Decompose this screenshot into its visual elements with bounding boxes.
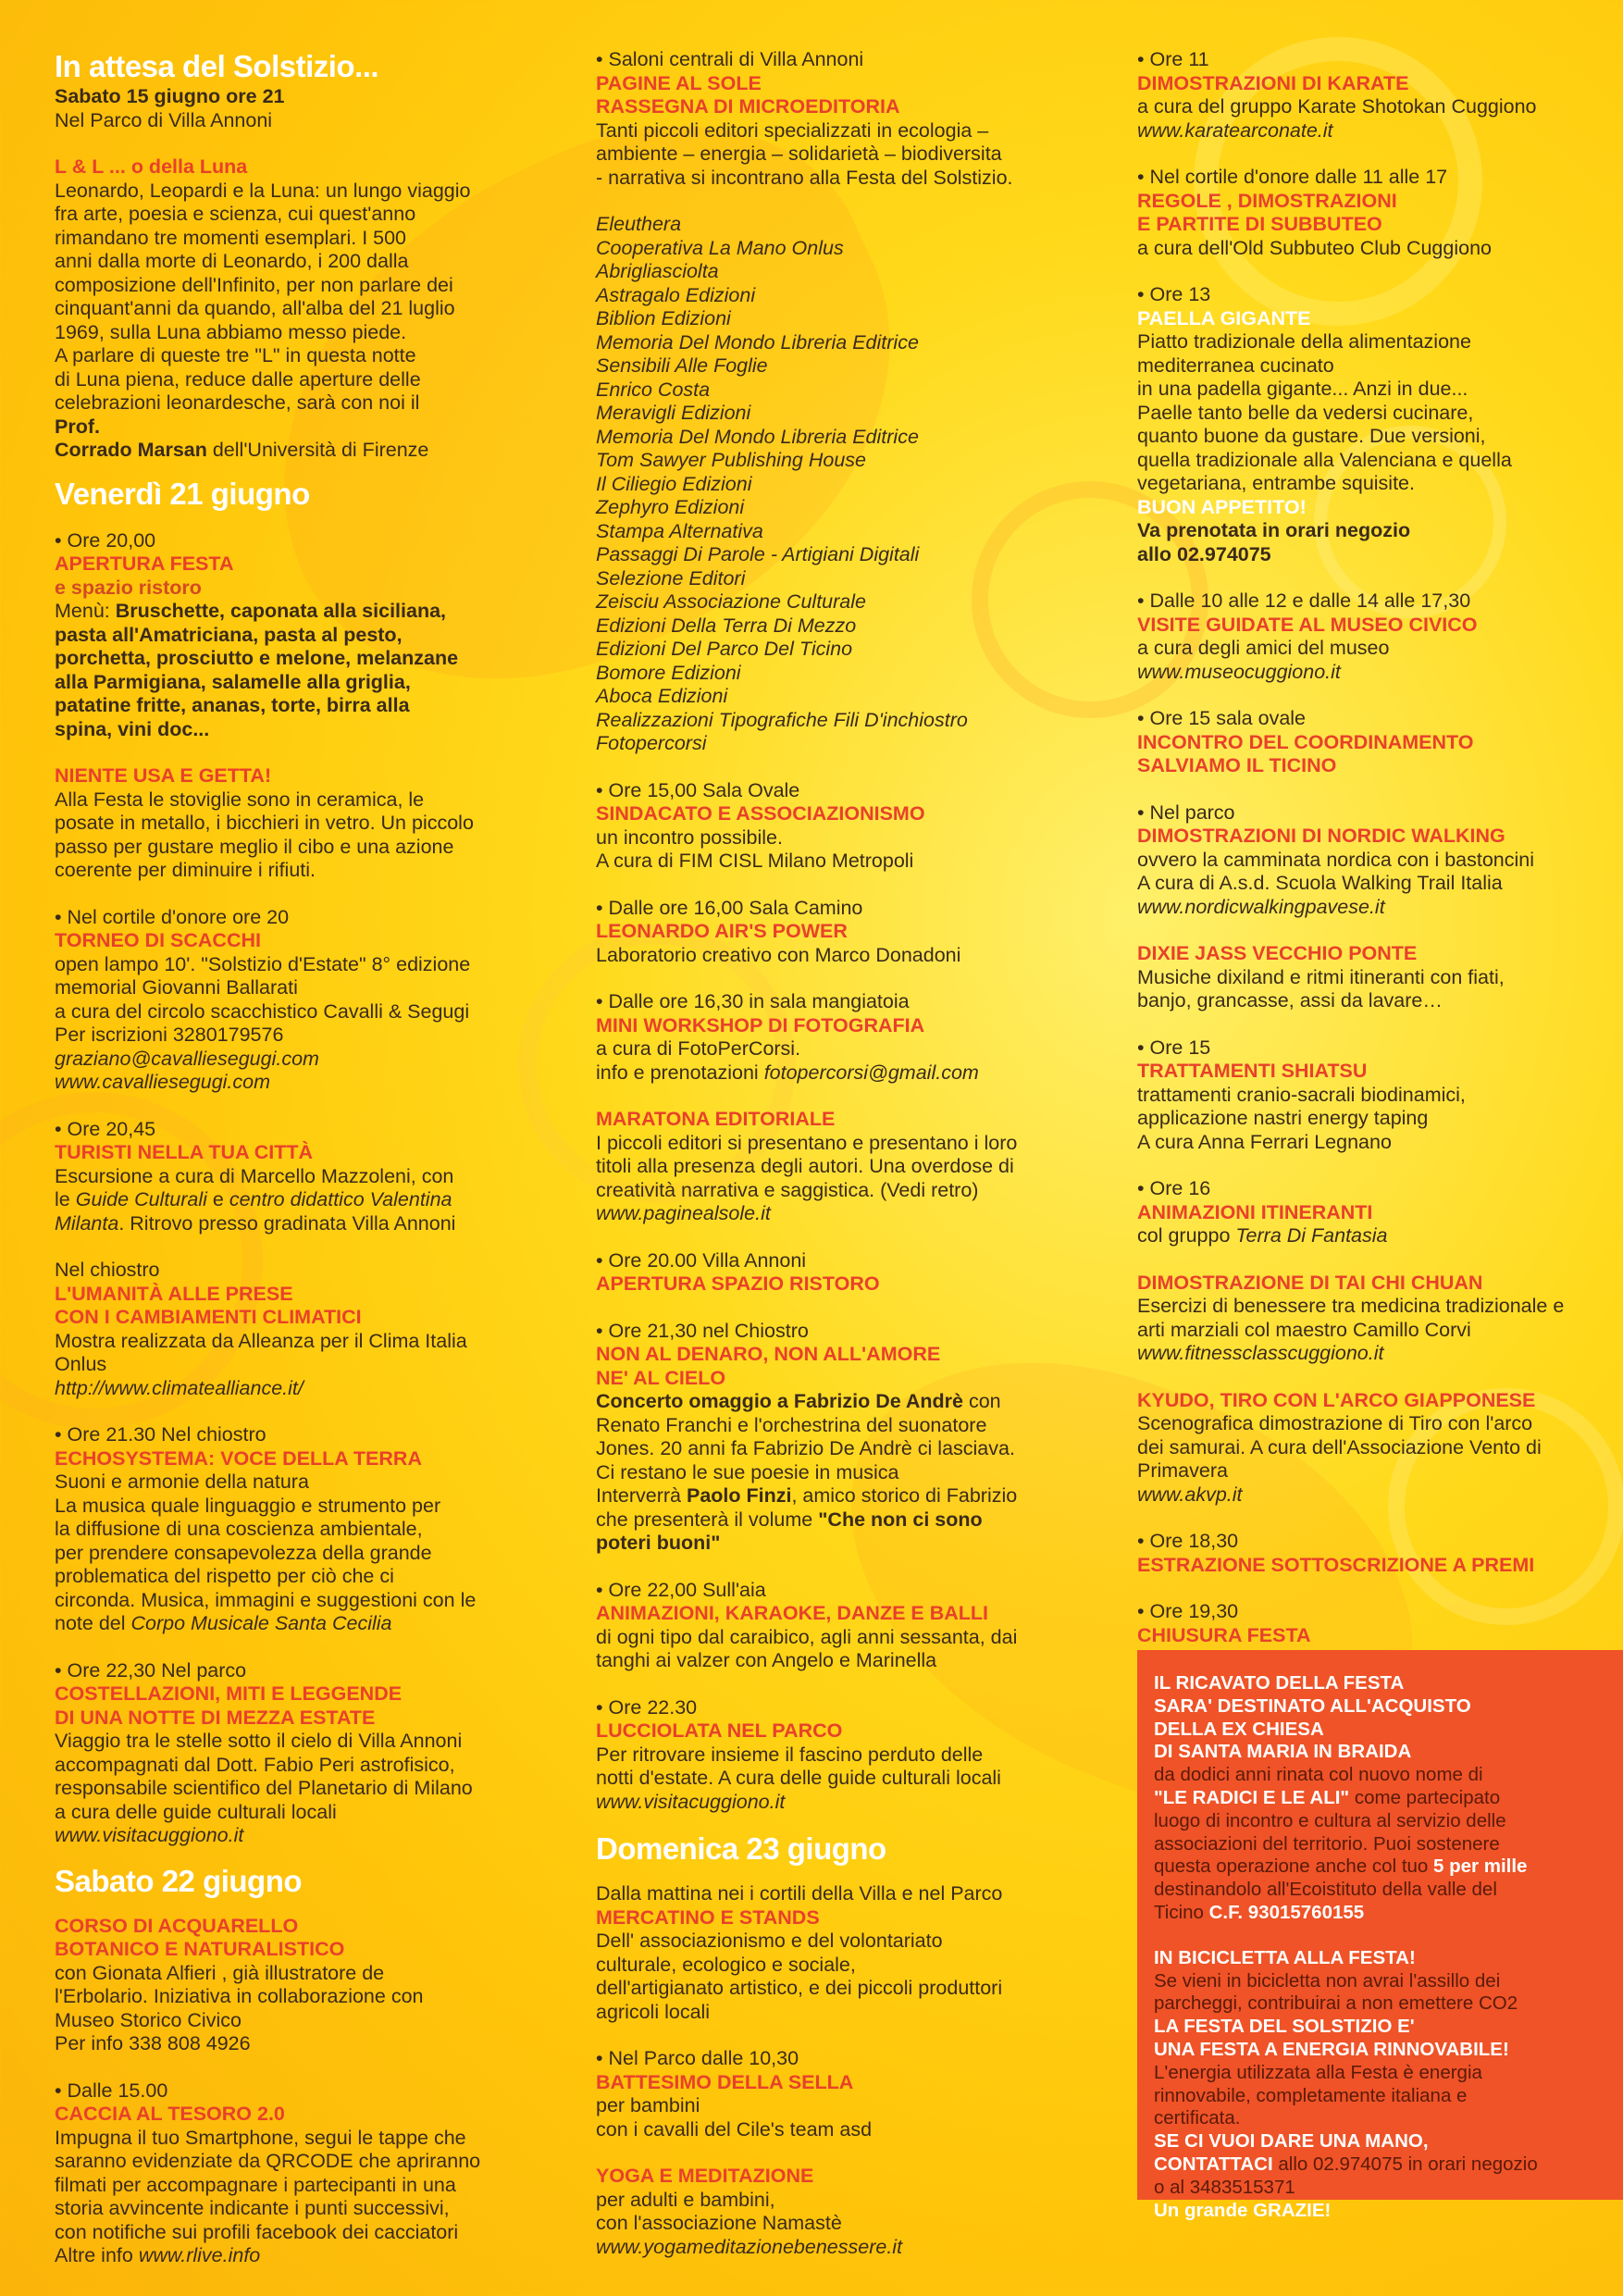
text-line: associazioni del territorio. Puoi sostenere [1154, 1832, 1500, 1855]
text-line: responsabile scientifico del Planetario di Milano [55, 1777, 473, 1799]
event-title: BOTANICO E NATURALISTICO [55, 1938, 345, 1960]
event-place: Nel Parco di Villa Annoni [55, 108, 273, 131]
event-title: SINDACATO E ASSOCIAZIONISMO [596, 802, 925, 825]
event-title: DIMOSTRAZIONI DI KARATE [1137, 71, 1409, 94]
publisher-item: Abrigliasciolta [596, 260, 719, 282]
text-line: Piatto tradizionale della alimentazione [1137, 330, 1471, 353]
web-link[interactable]: http://www.climatealliance.it/ [55, 1376, 304, 1399]
event-text [55, 1471, 536, 1612]
time-label: • Dalle 15.00 [55, 2079, 168, 2102]
text-line: titoli alla presenza degli autori. Una overdose di [596, 1155, 1014, 1177]
text-line: per adulti e bambini, [596, 2188, 775, 2211]
event-text [1137, 1412, 1591, 1483]
text-line: banjo, grancasse, assi da lavare… [1137, 989, 1443, 1011]
event-title: NON AL DENARO, NON ALL'AMORE [596, 1343, 941, 1365]
text-line: agricoli locali [596, 2000, 711, 2023]
publisher-item: Tom Sawyer Publishing House [596, 449, 866, 471]
event-title: APERTURA FESTA [55, 552, 234, 575]
text-line: Primavera [1137, 1459, 1228, 1482]
text-line: certificata. [1154, 2107, 1241, 2129]
text-line: in una padella gigante... Anzi in due... [1137, 378, 1468, 400]
heading-sunday: Domenica 23 giugno [596, 1831, 886, 1866]
text-line: Dell' associazionismo e del volontariato [596, 1930, 943, 1952]
box-heading-line: UNA FESTA A ENERGIA RINNOVABILE! [1154, 2038, 1509, 2060]
text-line: a cura delle guide culturali locali [55, 1800, 337, 1823]
time-label: • Dalle ore 16,00 Sala Camino [596, 896, 863, 919]
text-line: A cura di A.s.d. Scuola Walking Trail Italia [1137, 872, 1503, 894]
event-text [55, 2127, 536, 2245]
text-line: composizione dell'Infinito, per non parlare dei [55, 273, 453, 296]
text-span: Corpo Musicale Santa Cecilia [130, 1612, 392, 1634]
web-link[interactable]: www.museocuggiono.it [1137, 660, 1341, 683]
event-title: MINI WORKSHOP DI FOTOGRAFIA [596, 1013, 925, 1036]
event-title: COSTELLAZIONI, MITI E LEGGENDE [55, 1682, 403, 1705]
publisher-list [596, 213, 1040, 756]
contact-phone: o al 3483515371 [1154, 2176, 1295, 2198]
heading-friday: Venerdì 21 giugno [55, 476, 310, 511]
text-line: con l'associazione Namastè [596, 2212, 842, 2234]
publisher-item: Aboca Edizioni [596, 685, 728, 707]
event-text [596, 1626, 1040, 1673]
text-span: Concerto omaggio a Fabrizio De Andrè [596, 1390, 963, 1412]
web-link[interactable]: www.karatearconate.it [1137, 118, 1333, 142]
booking-phone: allo 02.974075 [1137, 542, 1271, 565]
info-box [1137, 1650, 1623, 2221]
event-text [1137, 966, 1591, 1013]
text-line: vegetariana, entrambe squisite. [1137, 472, 1415, 494]
text-span: Terra Di Fantasia [1235, 1224, 1388, 1247]
event-text-luna [55, 180, 536, 416]
box-heading-line: IL RICAVATO DELLA FESTA [1154, 1672, 1405, 1694]
event-text [596, 1744, 1040, 1791]
booking-note: Va prenotata in orari negozio [1137, 519, 1411, 541]
text-line: saranno evidenziate da QRCODE che apriranno [55, 2150, 481, 2172]
text-span: Milanta [55, 1211, 119, 1235]
time-label: • Ore 20,45 [55, 1117, 156, 1140]
event-text [55, 1330, 536, 1377]
web-link[interactable]: www.fitnessclasscuggiono.it [1137, 1342, 1384, 1364]
event-text: Escursione a cura di Marcello Mazzoleni, con [55, 1164, 454, 1187]
text-line: Per info 338 808 4926 [55, 2032, 251, 2054]
text-line: accompagnati dal Dott. Fabio Peri astrofisico, [55, 1753, 455, 1776]
column-middle [596, 48, 1040, 2259]
text-line: Leonardo, Leopardi e la Luna: un lungo viaggio [55, 179, 471, 202]
event-title: INCONTRO DEL COORDINAMENTO [1137, 730, 1474, 753]
heading-solstice: In attesa del Solstizio... [55, 49, 379, 83]
text-span: "Che non ci sono [818, 1508, 983, 1531]
text-line: A cura di FIM CISL Milano Metropoli [596, 850, 914, 872]
box-text [1154, 1810, 1598, 1856]
text-line: dei samurai. A cura dell'Associazione Vento di [1137, 1435, 1542, 1458]
publisher-item: Stampa Alternativa [596, 519, 763, 542]
time-label: • Ore 15,00 Sala Ovale [596, 778, 800, 801]
web-link[interactable]: www.cavalliesegugi.com [55, 1071, 271, 1093]
event-text: a cura del gruppo Karate Shotokan Cuggiono [1137, 95, 1537, 118]
event-title: NIENTE USA E GETTA! [55, 764, 272, 787]
publisher-item: Fotopercorsi [596, 732, 707, 754]
publisher-item: Realizzazioni Tipografiche Fili D'inchiostro [596, 708, 968, 731]
event-title: ANIMAZIONI, KARAOKE, DANZE E BALLI [596, 1602, 989, 1624]
box-text: da dodici anni rinata col nuovo nome di [1154, 1764, 1483, 1786]
event-title: REGOLE , DIMOSTRAZIONI [1137, 189, 1397, 212]
email-link[interactable]: fotopercorsi@gmail.com [763, 1061, 979, 1084]
event-text [596, 2094, 1040, 2141]
event-title: MARATONA EDITORIALE [596, 1108, 836, 1130]
text-line: Per ritrovare insieme il fascino perduto delle [596, 1743, 984, 1766]
heading-saturday: Sabato 22 giugno [55, 1863, 303, 1898]
time-label: • Ore 11 [1137, 48, 1209, 70]
text-line: Museo Storico Civico [55, 2008, 242, 2031]
time-label: • Ore 15 [1137, 1036, 1211, 1059]
event-text [596, 1037, 1040, 1061]
text-line: Alla Festa le stoviglie sono in ceramica, le [55, 788, 425, 811]
box-text: come partecipato [1349, 1786, 1501, 1808]
web-link[interactable]: www.paginealsole.it [596, 1202, 771, 1224]
text-line: memorial Giovanni Ballarati [55, 976, 298, 999]
text-span: Guide Culturali [75, 1188, 207, 1210]
text-line: Laboratorio creativo con Marco Donadoni [596, 943, 961, 966]
speaker-name: Corrado Marsan [55, 439, 207, 461]
text-line: Suoni e armonie della natura [55, 1471, 309, 1493]
text-line: open lampo 10'. "Solstizio d'Estate" 8° edizione [55, 952, 471, 975]
text-line: Per iscrizioni 3280179576 [55, 1024, 284, 1046]
event-title: RASSEGNA DI MICROEDITORIA [596, 95, 900, 118]
publisher-item: Memoria Del Mondo Libreria Editrice [596, 330, 919, 354]
text-line: per prendere consapevolezza della grande [55, 1541, 432, 1564]
event-title: BATTESIMO DELLA SELLA [596, 2070, 854, 2093]
text-line: creatività narrativa e saggistica. (Vedi retro) [596, 1178, 979, 1201]
text-line: anni dalla morte di Leonardo, i 200 dalla [55, 250, 409, 272]
text-line: a cura del circolo scacchistico Cavalli & Segugi [55, 999, 470, 1023]
event-title: DIMOSTRAZIONI DI NORDIC WALKING [1137, 825, 1505, 847]
text-line: con i cavalli del Cile's team asd [596, 2117, 873, 2141]
time-label: • Ore 16 [1137, 1177, 1211, 1199]
text-line: I piccoli editori si presentano e presentano i loro [596, 1131, 1018, 1154]
publisher-item: Edizioni Della Terra Di Mezzo [596, 614, 857, 637]
text-line: A cura Anna Ferrari Legnano [1137, 1130, 1392, 1153]
text-line: fra arte, poesia e scienza, cui quest'anno [55, 203, 416, 225]
time-label: • Ore 20,00 [55, 528, 156, 552]
event-title: ECHOSYSTEMA: VOCE DELLA TERRA [55, 1446, 422, 1470]
time-label: • Nel cortile d'onore ore 20 [55, 905, 290, 928]
time-label: Nel chiostro [55, 1259, 160, 1281]
web-link[interactable]: www.visitacuggiono.it [55, 1824, 244, 1846]
menu-text [55, 624, 536, 742]
text-line: quanto buone da gustare. Due versioni, [1137, 425, 1486, 447]
event-subtitle: e spazio ristoro [55, 576, 202, 599]
speaker-affiliation: dell'Università di Firenze [206, 439, 429, 461]
text-line: Ci restano le sue poesie in musica [596, 1460, 899, 1483]
box-highlight: CONTATTACI [1154, 2153, 1273, 2175]
event-title: DI UNA NOTTE DI MEZZA ESTATE [55, 1706, 376, 1729]
event-title: CACCIA AL TESORO 2.0 [55, 2103, 285, 2125]
box-text [1154, 2062, 1598, 2130]
event-text [55, 1730, 536, 1824]
text-span: e [206, 1188, 229, 1210]
menu-line: patatine fritte, ananas, torte, birra alla [55, 694, 410, 716]
time-label: • Ore 18,30 [1137, 1530, 1239, 1552]
publisher-item: Zephyro Edizioni [596, 496, 745, 518]
publisher-item: Sensibili Alle Foglie [596, 354, 768, 377]
event-text: a cura degli amici del museo [1137, 637, 1390, 659]
event-title: VISITE GUIDATE AL MUSEO CIVICO [1137, 613, 1478, 636]
time-label: • Ore 22,00 Sull'aia [596, 1578, 766, 1601]
publisher-item: Memoria Del Mondo Libreria Editrice [596, 425, 919, 448]
time-label: • Nel Parco dalle 10,30 [596, 2047, 799, 2069]
text-line: posate in metallo, i bicchieri in vetro. Un piccolo [55, 812, 474, 834]
publisher-item: Bomore Edizioni [596, 661, 741, 684]
event-title: CHIUSURA FESTA [1137, 1623, 1311, 1646]
box-text: questa operazione anche col tuo [1154, 1855, 1434, 1878]
publisher-item: Astragalo Edizioni [596, 283, 756, 306]
box-heading-line: LA FESTA DEL SOLSTIZIO E' [1154, 2016, 1415, 2038]
event-title: TURISTI NELLA TUA CITTÀ [55, 1141, 314, 1163]
text-line: cinquant'anni da quando, all'alba del 21 luglio [55, 297, 455, 319]
event-text [596, 1414, 1040, 1485]
publisher-item: Cooperativa La Mano Onlus [596, 236, 844, 259]
time-label: • Ore 15 sala ovale [1137, 707, 1307, 729]
event-title: APERTURA SPAZIO RISTORO [596, 1272, 880, 1295]
text-line: storia avvincente indicante i punti successivi, [55, 2197, 450, 2219]
event-text [596, 119, 1040, 191]
event-title: CORSO DI ACQUARELLO [55, 1914, 299, 1937]
text-line: applicazione nastri energy taping [1137, 1107, 1429, 1129]
event-title: TORNEO DI SCACCHI [55, 929, 261, 951]
column-right [1137, 48, 1591, 1647]
text-line: celebrazioni leonardesche, sarà con noi il [55, 391, 420, 414]
text-line: parcheggi, contribuirai a non emettere CO2 [1154, 1992, 1518, 2015]
text-line: ambiente – energia – solidarietà – biodiversita [596, 143, 1002, 165]
event-title: NE' AL CIELO [596, 1366, 726, 1389]
text-line: mediterranea cucinato [1137, 354, 1334, 377]
box-highlight: 5 per mille [1433, 1855, 1528, 1878]
text-line: Jones. 20 anni fa Fabrizio De Andrè ci lasciava. [596, 1437, 1015, 1459]
text-line: filmati per accompagnare i partecipanti in una [55, 2173, 456, 2196]
text-line: 1969, sulla Luna abbiamo messo piede. [55, 320, 407, 343]
menu-line: spina, vini doc... [55, 717, 210, 740]
text-span: Paolo Finzi [686, 1484, 792, 1507]
web-link[interactable]: www.nordicwalkingpavese.it [1137, 895, 1385, 918]
event-title: PAGINE AL SOLE [596, 71, 762, 94]
box-heading-line: DELLA EX CHIESA [1154, 1718, 1324, 1740]
event-title-luna: L & L ... o della Luna [55, 155, 248, 178]
text-line: Musiche dixiland e ritmi itineranti con fiati, [1137, 965, 1505, 988]
text-line: Paelle tanto belle da vedersi cucinare, [1137, 401, 1474, 424]
event-highlight: BUON APPETITO! [1137, 495, 1307, 518]
box-text: Ticino [1154, 1901, 1209, 1923]
text-span: poteri buoni" [596, 1532, 721, 1554]
text-line: Se vieni in bicicletta non avrai l'assillo dei [1154, 1969, 1501, 1992]
column-left [55, 48, 536, 2268]
event-text [55, 953, 536, 1048]
menu-line: alla Parmigiana, salamelle alla griglia, [55, 670, 411, 693]
publisher-item: Edizioni Del Parco Del Ticino [596, 638, 853, 660]
event-text [55, 788, 536, 883]
email-link[interactable]: graziano@cavalliesegugi.com [55, 1047, 319, 1070]
box-heading [1154, 1672, 1598, 1764]
fiscal-code: C.F. 93015760155 [1208, 1901, 1365, 1923]
time-label: • Saloni centrali di Villa Annoni [596, 48, 864, 70]
event-title: DIXIE JASS VECCHIO PONTE [1137, 942, 1418, 964]
event-title: E PARTITE DI SUBBUTEO [1137, 213, 1382, 235]
time-label: Dalla mattina nei i cortili della Villa e nel Parco [596, 1882, 1003, 1905]
publisher-item: Il Ciliegio Edizioni [596, 472, 752, 495]
text-line: problematica del rispetto per ciò che ci [55, 1565, 394, 1587]
text-line: coerente per diminuire i rifiuti. [55, 859, 316, 881]
text-line: rimandano tre momenti esemplari. I 500 [55, 226, 407, 249]
time-label: • Ore 21,30 nel Chiostro [596, 1319, 809, 1342]
text-line: la diffusione di una coscienza ambientale, [55, 1518, 423, 1540]
menu-label: Menù: [55, 600, 116, 622]
event-text [1137, 330, 1591, 496]
time-label: • Ore 19,30 [1137, 1600, 1239, 1622]
text-line: con notifiche sui profili facebook dei cacciatori [55, 2220, 459, 2243]
text-line: quella tradizionale alla Valenciana e quella [1137, 448, 1512, 471]
text-span: centro didattico Valentina [229, 1188, 452, 1210]
time-label: • Ore 22.30 [596, 1695, 698, 1719]
box-heading: SE CI VUOI DARE UNA MANO, [1154, 2130, 1429, 2153]
time-label: • Dalle ore 16,30 in sala mangiatoia [596, 990, 910, 1012]
text-span: note del [55, 1612, 131, 1634]
time-label: • Ore 21.30 Nel chiostro [55, 1423, 266, 1446]
web-link[interactable]: www.yogameditazionebenessere.it [596, 2235, 903, 2258]
text-line: circonda. Musica, immagini e suggestioni con le [55, 1588, 477, 1611]
text-line: Viaggio tra le stelle sotto il cielo di Villa Annoni [55, 1730, 463, 1752]
prof-label: Prof. [55, 415, 100, 438]
event-title: SALVIAMO IL TICINO [1137, 754, 1337, 776]
text-line: L'energia utilizzata alla Festa è energia [1154, 2061, 1482, 2083]
menu-line: porchetta, prosciutto e melone, melanzane [55, 647, 459, 669]
publisher-item: Biblion Edizioni [596, 307, 731, 329]
web-link[interactable]: www.rlive.info [138, 2244, 261, 2266]
time-label: • Ore 20.00 Villa Annoni [596, 1248, 807, 1272]
text-line: culturale, ecologico e sociale, [596, 1953, 856, 1976]
event-title: KYUDO, TIRO CON L'ARCO GIAPPONESE [1137, 1388, 1536, 1411]
text-line: La musica quale linguaggio e strumento per [55, 1494, 441, 1517]
text-span: con [963, 1390, 1001, 1412]
text-line: luogo di incontro e cultura al servizio delle [1154, 1809, 1506, 1831]
text-line: Mostra realizzata da Alleanza per il Clima Italia [55, 1329, 467, 1352]
box-text [1154, 1970, 1598, 2017]
event-text [1137, 1295, 1591, 1342]
text-line: dell'artigianato artistico, e dei piccoli produttori [596, 1977, 1003, 1999]
event-title: YOGA E MEDITAZIONE [596, 2165, 814, 2187]
text-line: Esercizi di benessere tra medicina tradizionale e [1137, 1295, 1565, 1317]
text-line: di ogni tipo dal caraibico, agli anni sessanta, dai [596, 1625, 1018, 1648]
text-span: le [55, 1188, 76, 1210]
publisher-item: Zeisciu Associazione Culturale [596, 590, 866, 613]
box-heading [1154, 2016, 1598, 2062]
publisher-item: Passaggi Di Parole - Artigiani Digitali [596, 543, 920, 565]
text-line: ovvero la camminata nordica con i bastoncini [1137, 848, 1535, 871]
event-title: LEONARDO AIR'S POWER [596, 920, 848, 942]
event-text [55, 1962, 536, 2056]
event-text [596, 944, 1040, 968]
text-span: info e prenotazioni [596, 1061, 764, 1084]
web-link[interactable]: www.visitacuggiono.it [596, 1790, 786, 1813]
text-line: Renato Franchi e l'orchestrina del suonatore [596, 1413, 987, 1436]
event-text: a cura dell'Old Subbuteo Club Cuggiono [1137, 236, 1493, 259]
text-span: Interverrà [596, 1484, 687, 1507]
time-label: • Nel parco [1137, 800, 1235, 824]
box-highlight: "LE RADICI E LE ALI" [1154, 1786, 1350, 1808]
text-span: , amico storico di Fabrizio [791, 1484, 1018, 1507]
text-line: di Luna piena, reduce dalle aperture delle [55, 367, 421, 391]
text-line: A parlare di queste tre "L" in questa notte [55, 344, 416, 366]
text-line: a cura di FotoPerCorsi. [596, 1037, 801, 1060]
box-heading: IN BICICLETTA ALLA FESTA! [1154, 1946, 1416, 1968]
time-label: • Dalle 10 alle 12 e dalle 14 alle 17,30 [1137, 590, 1471, 612]
text-line: per bambini [596, 2094, 700, 2116]
text-line: - narrativa si incontrano alla Festa del Solstizio. [596, 166, 1013, 189]
time-label: • Ore 13 [1137, 283, 1211, 305]
event-title: L'UMANITÀ ALLE PRESE [55, 1282, 293, 1305]
event-title: ANIMAZIONI ITINERANTI [1137, 1200, 1373, 1223]
text-span: che presenterà il volume [596, 1508, 819, 1531]
text-line: un incontro possibile. [596, 825, 783, 849]
event-text [1137, 1084, 1591, 1155]
text-line: passo per gustare meglio il cibo e una azione [55, 835, 454, 858]
publisher-item: Selezione Editori [596, 566, 746, 590]
text-line: trattamenti cranio-sacrali biodinamici, [1137, 1083, 1466, 1106]
text-line: l'Erbolario. Iniziativa in collaborazione con [55, 1985, 424, 2007]
text-line: Tanti piccoli editori specializzati in ecologia – [596, 118, 989, 142]
text-line: Scenografica dimostrazione di Tiro con l'arco [1137, 1412, 1533, 1434]
event-text [596, 1930, 1040, 2024]
text-line: Impugna il tuo Smartphone, segui le tappe che [55, 2126, 466, 2149]
event-text [1137, 849, 1591, 896]
event-title: PAELLA GIGANTE [1137, 306, 1311, 329]
publisher-item: Meravigli Edizioni [596, 402, 751, 424]
event-title: CON I CAMBIAMENTI CLIMATICI [55, 1306, 362, 1328]
event-text [596, 826, 1040, 874]
event-title: TRATTAMENTI SHIATSU [1137, 1060, 1368, 1082]
text-line: Onlus [55, 1353, 107, 1375]
event-text [596, 2189, 1040, 2236]
publisher-item: Enrico Costa [596, 378, 711, 401]
web-link[interactable]: www.akvp.it [1137, 1483, 1243, 1506]
text-line: con Gionata Alfieri , già illustratore de [55, 1961, 385, 1984]
publisher-item: Eleuthera [596, 213, 682, 235]
text-line: arti marziali col maestro Camillo Corvi [1137, 1318, 1471, 1341]
event-title: MERCATINO E STANDS [596, 1905, 820, 1929]
box-heading-line: DI SANTA MARIA IN BRAIDA [1154, 1741, 1412, 1763]
time-label: • Ore 22,30 Nel parco [55, 1658, 247, 1682]
event-title: ESTRAZIONE SOTTOSCRIZIONE A PREMI [1137, 1553, 1535, 1576]
text-span: Altre info [55, 2244, 139, 2266]
event-text [596, 1132, 1040, 1203]
event-date: Sabato 15 giugno ore 21 [55, 85, 285, 107]
text-span: col gruppo [1137, 1224, 1236, 1247]
text-line: rinnovabile, completamente italiana e [1154, 2084, 1468, 2106]
text-span: . Ritrovo presso gradinata Villa Annoni [118, 1211, 456, 1235]
text-line: notti d'estate. A cura delle guide culturali locali [596, 1767, 1001, 1789]
time-label: • Nel cortile d'onore dalle 11 alle 17 [1137, 166, 1448, 188]
event-title: LUCCIOLATA NEL PARCO [596, 1719, 843, 1742]
box-text: destinandolo all'Ecoistituto della valle del [1154, 1879, 1497, 1901]
menu-line: pasta all'Amatriciana, pasta al pesto, [55, 623, 403, 646]
box-heading-line: SARA' DESTINATO ALL'ACQUISTO [1154, 1694, 1471, 1717]
event-title: DIMOSTRAZIONE DI TAI CHI CHUAN [1137, 1271, 1483, 1294]
box-text: allo 02.974075 in orari negozio [1272, 2153, 1538, 2175]
menu-line: Bruschette, caponata alla siciliana, [115, 600, 447, 622]
box-thanks: Un grande GRAZIE! [1154, 2199, 1332, 2221]
text-line: tanghi ai valzer con Angelo e Marinella [596, 1649, 937, 1671]
